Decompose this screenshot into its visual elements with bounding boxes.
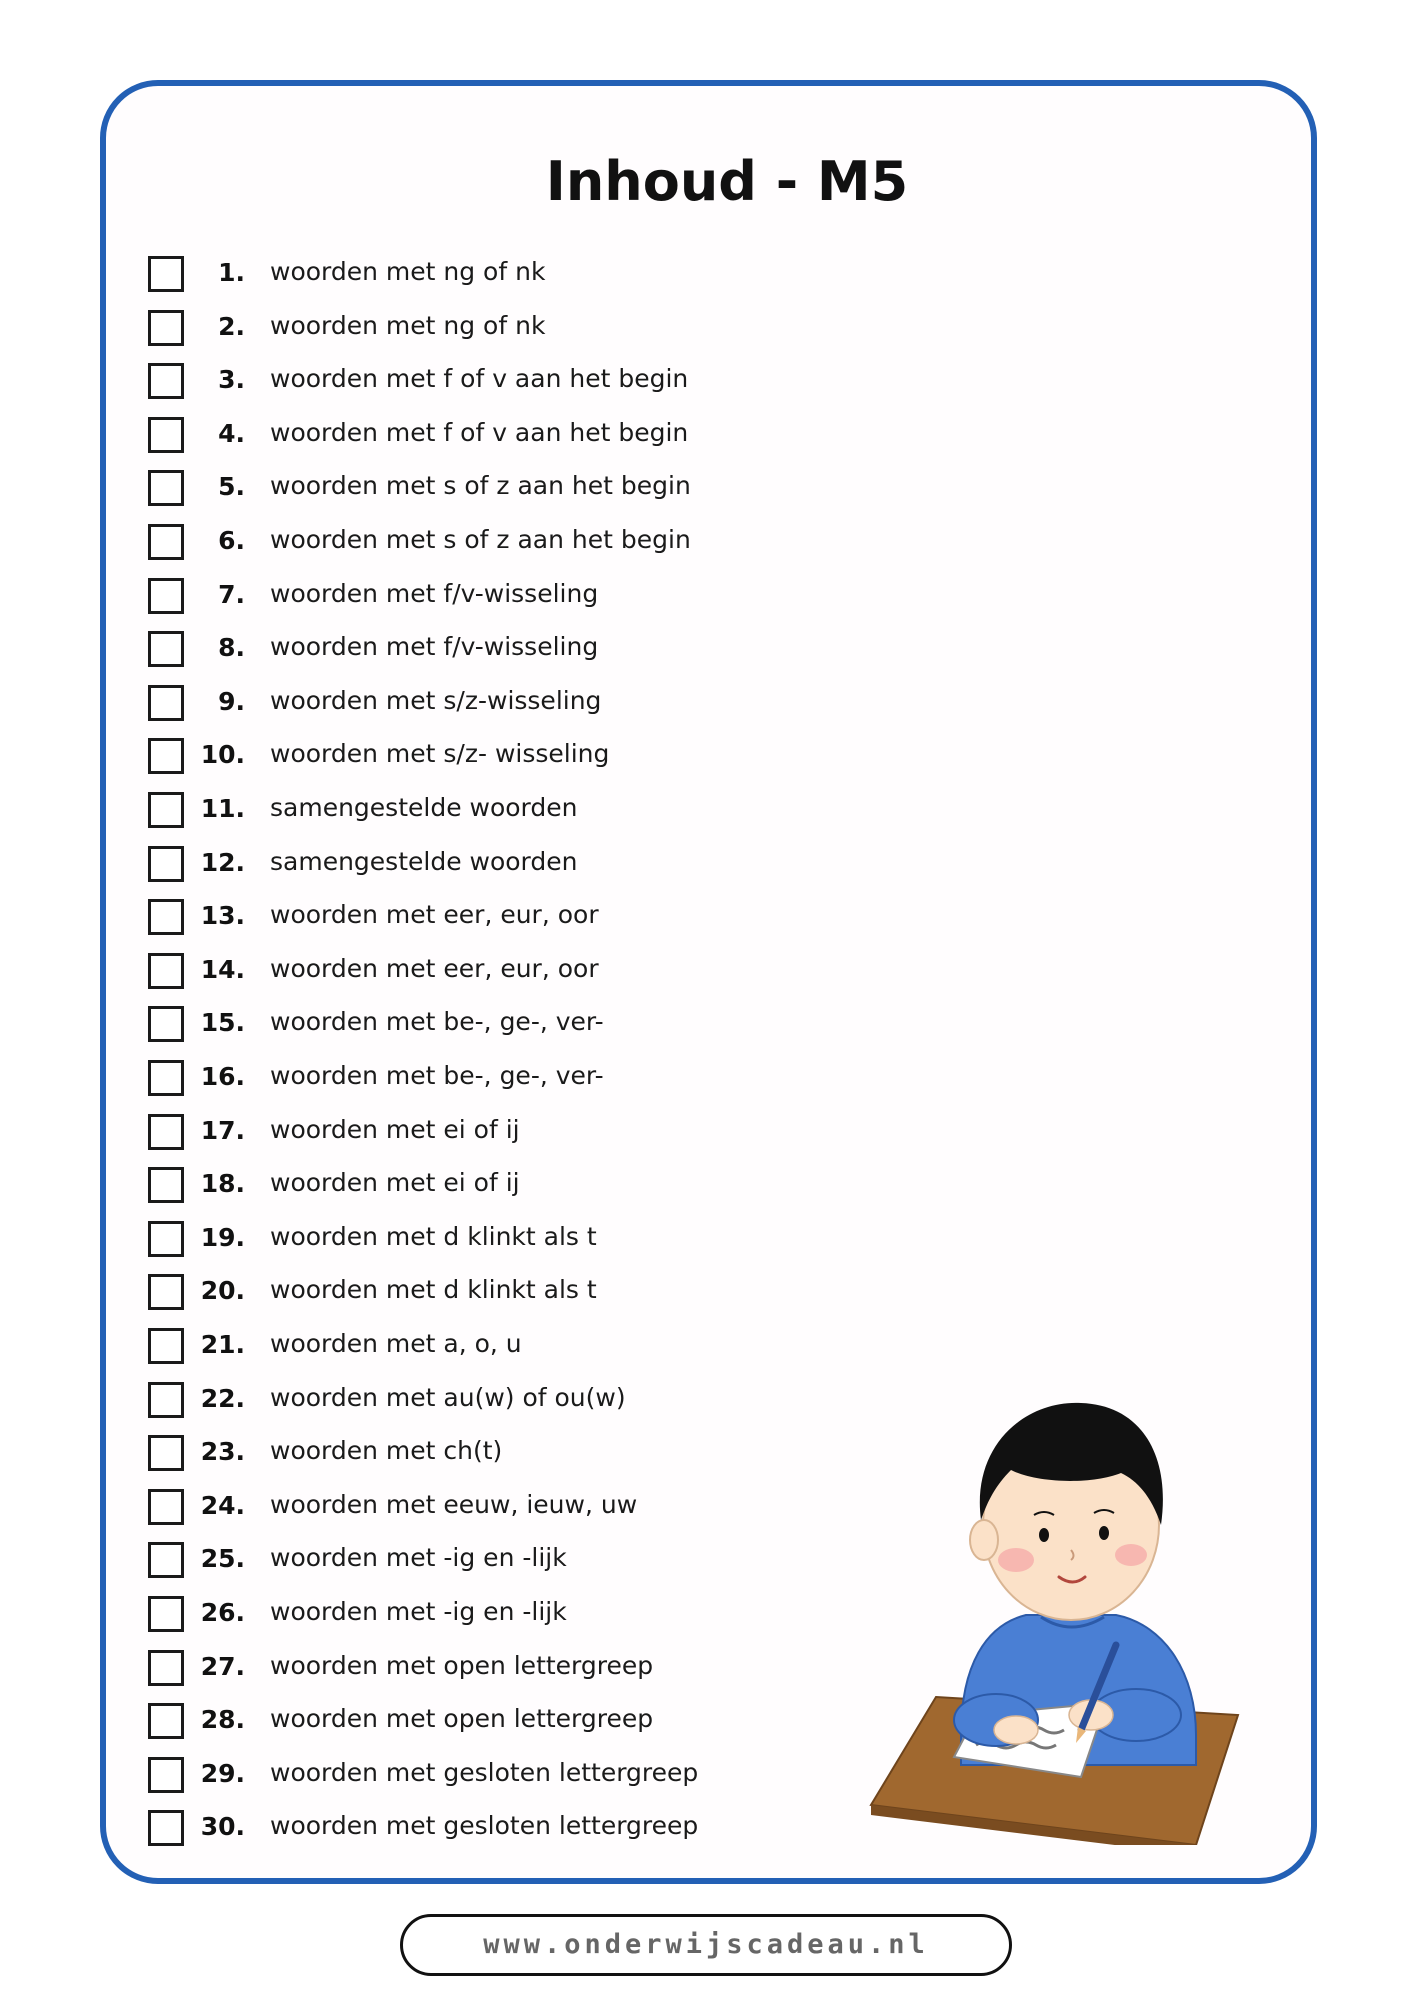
- checklist-item: [148, 468, 848, 508]
- item-label: woorden met eer, eur, oor: [270, 900, 599, 930]
- item-label: woorden met s of z aan het begin: [270, 471, 691, 501]
- item-number: 15.: [200, 1008, 245, 1038]
- item-number: 17.: [200, 1115, 245, 1145]
- item-label: woorden met s/z-wisseling: [270, 685, 602, 715]
- item-number: 8.: [218, 633, 245, 663]
- checkbox[interactable]: [148, 1006, 184, 1042]
- item-label: woorden met gesloten lettergreep: [270, 1811, 699, 1841]
- item-number: 11.: [200, 794, 245, 823]
- boy-writing-illustration: [866, 1385, 1266, 1845]
- checkbox[interactable]: [148, 1060, 184, 1096]
- checkbox[interactable]: [148, 899, 184, 935]
- item-label: woorden met a, o, u: [270, 1329, 522, 1358]
- item-label: woorden met d klinkt als t: [270, 1221, 597, 1251]
- item-label: woorden met eeuw, ieuw, uw: [270, 1489, 638, 1519]
- checkbox[interactable]: [148, 1435, 184, 1471]
- checklist-item: [148, 308, 848, 348]
- item-label: woorden met f of v aan het begin: [270, 364, 689, 394]
- item-label: samengestelde woorden: [270, 793, 578, 822]
- checklist-item: [148, 1165, 848, 1205]
- checkbox[interactable]: [148, 1489, 184, 1525]
- item-number: 10.: [200, 740, 245, 770]
- item-number: 5.: [218, 472, 245, 502]
- item-number: 27.: [200, 1651, 245, 1681]
- item-label: woorden met f of v aan het begin: [270, 417, 689, 447]
- checkbox[interactable]: [148, 631, 184, 667]
- item-number: 24.: [200, 1490, 245, 1520]
- item-number: 2.: [218, 311, 245, 341]
- item-label: woorden met ng of nk: [270, 257, 546, 286]
- item-label: woorden met ch(t): [270, 1436, 503, 1466]
- checkbox[interactable]: [148, 310, 184, 346]
- item-label: samengestelde woorden: [270, 846, 578, 876]
- item-number: 3.: [218, 365, 245, 395]
- item-number: 14.: [200, 954, 245, 984]
- item-number: 7.: [218, 579, 245, 609]
- item-label: woorden met eer, eur, oor: [270, 953, 599, 983]
- checkbox[interactable]: [148, 470, 184, 506]
- item-label: woorden met ng of nk: [270, 310, 546, 340]
- item-number: 1.: [218, 258, 245, 287]
- item-number: 13.: [200, 901, 245, 931]
- item-number: 30.: [200, 1812, 245, 1842]
- checklist-item: [148, 1648, 848, 1688]
- item-number: 19.: [200, 1222, 245, 1252]
- checkbox[interactable]: [148, 1221, 184, 1257]
- checklist-item: [148, 522, 848, 562]
- checklist-item: [148, 844, 848, 884]
- checkbox[interactable]: [148, 1703, 184, 1739]
- item-label: woorden met f/v-wisseling: [270, 578, 599, 608]
- checklist-item: [148, 254, 848, 294]
- checklist-item: [148, 897, 848, 937]
- checklist-item: [148, 1272, 848, 1312]
- checkbox[interactable]: [148, 1382, 184, 1418]
- item-label: woorden met open lettergreep: [270, 1650, 654, 1680]
- checkbox[interactable]: [148, 846, 184, 882]
- item-number: 18.: [200, 1169, 245, 1199]
- checkbox[interactable]: [148, 685, 184, 721]
- checklist-item: [148, 790, 848, 830]
- checklist-item: [148, 1487, 848, 1527]
- item-number: 29.: [200, 1758, 245, 1788]
- item-number: 26.: [200, 1598, 245, 1627]
- checklist-item: [148, 415, 848, 455]
- item-number: 25.: [200, 1544, 245, 1574]
- checklist-item: [148, 1594, 848, 1634]
- checklist-item: [148, 736, 848, 776]
- item-label: woorden met gesloten lettergreep: [270, 1757, 699, 1787]
- item-number: 4.: [218, 418, 245, 448]
- checkbox[interactable]: [148, 1114, 184, 1150]
- item-label: woorden met ei of ij: [270, 1168, 520, 1198]
- item-label: woorden met s/z- wisseling: [270, 739, 610, 769]
- checkbox[interactable]: [148, 363, 184, 399]
- item-label: woorden met -ig en -lijk: [270, 1597, 567, 1626]
- checklist-item: [148, 1219, 848, 1259]
- item-number: 6.: [218, 526, 245, 555]
- checkbox[interactable]: [148, 256, 184, 292]
- checkbox[interactable]: [148, 1596, 184, 1632]
- checkbox[interactable]: [148, 1167, 184, 1203]
- item-number: 20.: [200, 1276, 245, 1306]
- checkbox[interactable]: [148, 1810, 184, 1846]
- checklist-item: [148, 1112, 848, 1152]
- checkbox[interactable]: [148, 1274, 184, 1310]
- checklist-item: [148, 576, 848, 616]
- checkbox[interactable]: [148, 953, 184, 989]
- website-url[interactable]: www.onderwijscadeau.nl: [400, 1914, 1012, 1976]
- item-label: woorden met -ig en -lijk: [270, 1543, 567, 1573]
- checklist-item: [148, 1058, 848, 1098]
- checklist-item: [148, 1433, 848, 1473]
- item-label: woorden met s of z aan het begin: [270, 525, 691, 554]
- checkbox[interactable]: [148, 1542, 184, 1578]
- checkbox[interactable]: [148, 738, 184, 774]
- item-label: woorden met ei of ij: [270, 1114, 520, 1144]
- item-label: woorden met d klinkt als t: [270, 1275, 597, 1305]
- checkbox[interactable]: [148, 417, 184, 453]
- item-label: woorden met f/v-wisseling: [270, 632, 599, 662]
- checkbox[interactable]: [148, 1757, 184, 1793]
- checklist-item: [148, 951, 848, 991]
- item-number: 23.: [200, 1437, 245, 1467]
- page-title: Inhoud - M5: [545, 150, 909, 213]
- checkbox[interactable]: [148, 524, 184, 560]
- item-label: woorden met au(w) of ou(w): [270, 1382, 626, 1412]
- checkbox[interactable]: [148, 1650, 184, 1686]
- checklist-item: [148, 629, 848, 669]
- item-number: 12.: [200, 847, 245, 877]
- checklist-item: [148, 1540, 848, 1580]
- item-number: 21.: [200, 1330, 245, 1359]
- item-number: 16.: [200, 1062, 245, 1091]
- checklist-item: [148, 1755, 848, 1795]
- checkbox[interactable]: [148, 578, 184, 614]
- item-number: 28.: [200, 1705, 245, 1735]
- item-label: woorden met be-, ge-, ver-: [270, 1007, 604, 1037]
- item-label: woorden met open lettergreep: [270, 1704, 654, 1734]
- item-label: woorden met be-, ge-, ver-: [270, 1061, 604, 1090]
- checklist-item: [148, 683, 848, 723]
- checkbox[interactable]: [148, 1328, 184, 1364]
- item-number: 22.: [200, 1383, 245, 1413]
- checkbox[interactable]: [148, 792, 184, 828]
- item-number: 9.: [218, 686, 245, 716]
- checklist-item: [148, 1380, 848, 1420]
- checklist-item: [148, 1004, 848, 1044]
- checklist-item: [148, 361, 848, 401]
- checklist-item: [148, 1808, 848, 1848]
- checklist-item: [148, 1326, 848, 1366]
- checklist-item: [148, 1701, 848, 1741]
